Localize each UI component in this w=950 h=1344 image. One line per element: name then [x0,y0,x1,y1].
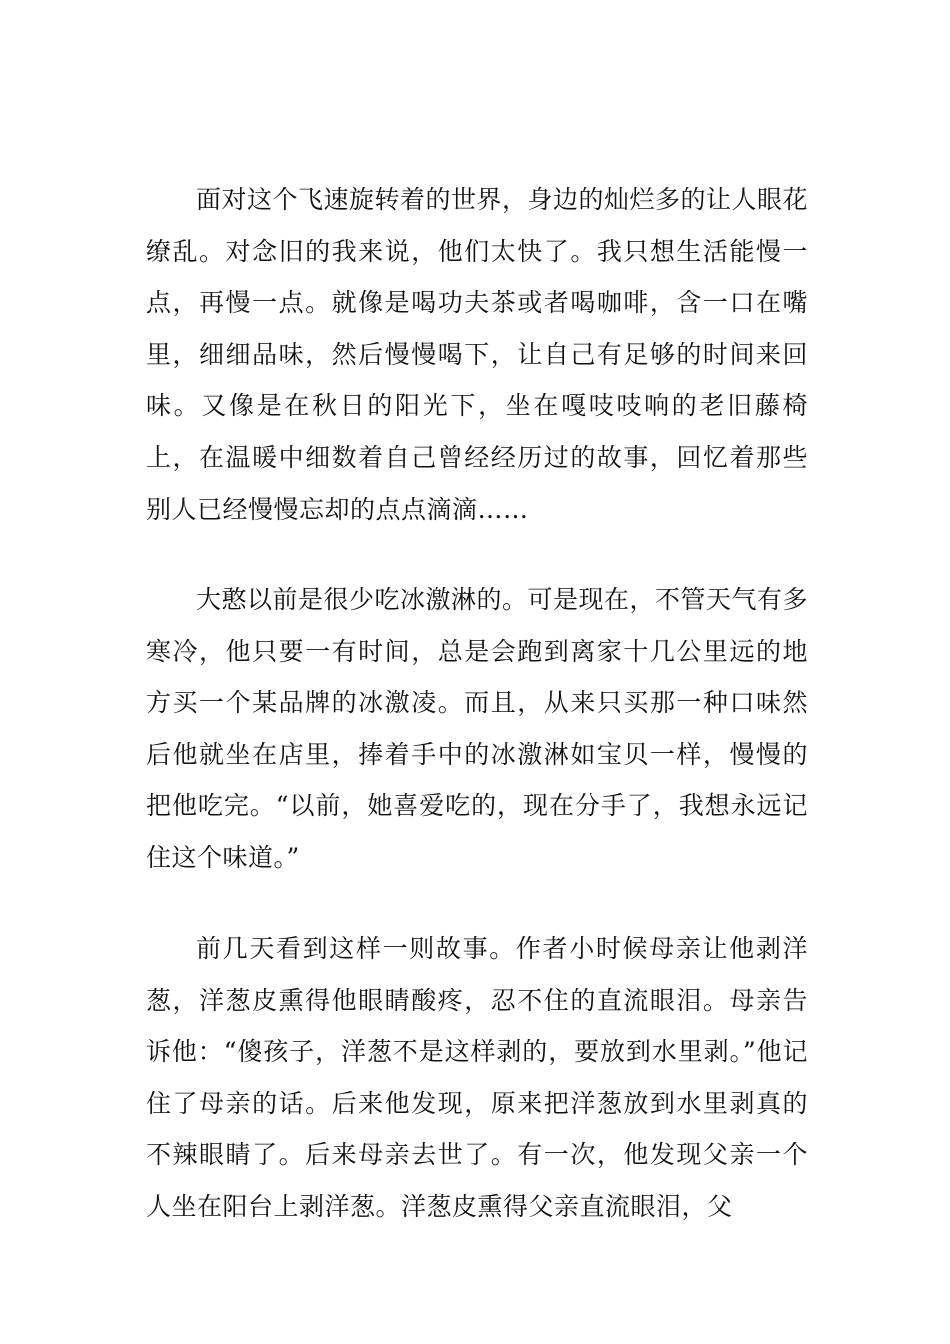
paragraph: 面对这个飞速旋转着的世界，身边的灿烂多的让人眼花缭乱。对念旧的我来说，他们太快了。我只想生活能慢一点，再慢一点。就像是喝功夫茶或者喝咖啡，含一口在嘴里，细细品味，然后慢慢喝下，让自己有足够的时间来回味。又像是在秋日的阳光下，坐在嘎吱吱响的老旧藤椅上，在温暖中细数着自己曾经经历过的故事，回忆着那些别人已经慢慢忘却的点点滴滴…… [146,185,809,524]
paragraph: 前几天看到这样一则故事。作者小时候母亲让他剥洋葱，洋葱皮熏得他眼睛酸疼，忍不住的直流眼泪。母亲告诉他：“傻孩子，洋葱不是这样剥的，要放到水里剥。”他记住了母亲的话。后来他发现，原来把洋葱放到水里剥真的不辣眼睛了。后来母亲去世了。有一次，他发现父亲一个人坐在阳台上剥洋葱。洋葱皮熏得父亲直流眼泪，父 [146,934,808,1221]
paragraph: 大憨以前是很少吃冰激淋的。可是现在，不管天气有多寒冷，他只要一有时间，总是会跑到离家十几公里远的地方买一个某品牌的冰激凌。而且，从来只买那一种口味然后他就坐在店里，捧着手中的冰激淋如宝贝一样，慢慢的把他吃完。“以前，她喜爱吃的，现在分手了，我想永远记住这个味道。” [146,585,809,872]
